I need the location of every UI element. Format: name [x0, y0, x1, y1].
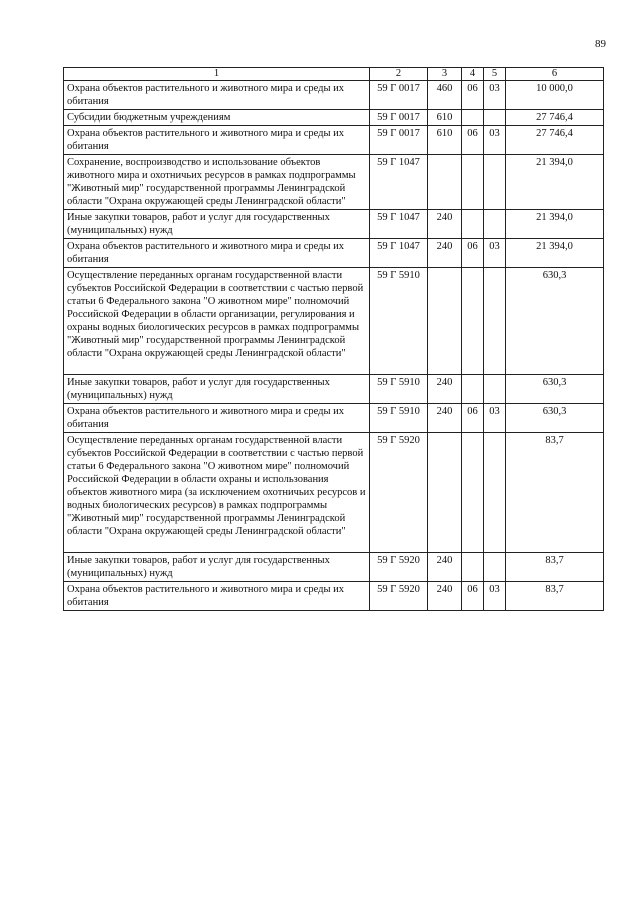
table-row [64, 582, 604, 611]
row-subsection-cell [484, 155, 506, 210]
table-row [64, 375, 604, 404]
row-amount-cell: 21 394,0 [506, 155, 604, 210]
table-body [64, 81, 604, 611]
row-name-cell: Охрана объектов растительного и животного мира и среды их обитания [64, 126, 370, 155]
column-header-subsection: 5 [484, 68, 506, 81]
row-kind-cell: 460 [428, 81, 462, 110]
row-section-cell: 06 [462, 81, 484, 110]
column-header-name: 1 [64, 68, 370, 81]
row-code-cell: 59 Г 5920 [370, 553, 428, 582]
row-code-cell: 59 Г 5910 [370, 404, 428, 433]
row-code-cell: 59 Г 0017 [370, 81, 428, 110]
row-kind-cell [428, 268, 462, 375]
row-name-cell: Осуществление переданных органам государственной власти субъектов Российской Федерации в соответствии с частью первой статьи 6 Федерального закона "О животном мире" полномочий Российской Федерации в области организации, регулирования и охраны водных биологических ресурсов в рамках подпрограммы "Животный мир" государственной программы Ленинградской области "Охрана окружающей среды Ленинградской области" [64, 268, 370, 375]
row-section-cell [462, 268, 484, 375]
page-number: 89 [595, 38, 606, 50]
table-row [64, 126, 604, 155]
row-name-cell: Осуществление переданных органам государственной власти субъектов Российской Федерации в соответствии с частью первой статьи 6 Федерального закона "О животном мире" полномочий Российской Федерации в области охраны и использования объектов животного мира (за исключением охотничьих ресурсов и водных биологических ресурсов) в рамках подпрограммы "Животный мир" государственной программы Ленинградской области "Охрана окружающей среды Ленинградской области" [64, 433, 370, 553]
row-kind-cell: 610 [428, 110, 462, 126]
row-section-cell: 06 [462, 126, 484, 155]
table-row [64, 110, 604, 126]
row-code-cell: 59 Г 5910 [370, 268, 428, 375]
row-kind-cell: 240 [428, 239, 462, 268]
row-name-cell: Сохранение, воспроизводство и использование объектов животного мира и охотничьих ресурсов в рамках подпрограммы "Животный мир" государственной программы Ленинградской области "Охрана окружающей среды Ленинградской области" [64, 155, 370, 210]
row-amount-cell: 10 000,0 [506, 81, 604, 110]
row-amount-cell: 630,3 [506, 268, 604, 375]
column-header-section: 4 [462, 68, 484, 81]
row-amount-cell: 21 394,0 [506, 239, 604, 268]
row-kind-cell: 240 [428, 582, 462, 611]
row-code-cell: 59 Г 0017 [370, 110, 428, 126]
row-amount-cell: 83,7 [506, 433, 604, 553]
row-name-cell: Охрана объектов растительного и животного мира и среды их обитания [64, 582, 370, 611]
row-subsection-cell [484, 268, 506, 375]
row-subsection-cell [484, 553, 506, 582]
row-name-cell: Субсидии бюджетным учреждениям [64, 110, 370, 126]
row-code-cell: 59 Г 1047 [370, 155, 428, 210]
row-subsection-cell [484, 210, 506, 239]
row-code-cell: 59 Г 0017 [370, 126, 428, 155]
row-section-cell: 06 [462, 404, 484, 433]
row-amount-cell: 27 746,4 [506, 110, 604, 126]
row-name-cell: Иные закупки товаров, работ и услуг для государственных (муниципальных) нужд [64, 210, 370, 239]
column-header-amount: 6 [506, 68, 604, 81]
row-section-cell: 06 [462, 582, 484, 611]
row-name-cell: Охрана объектов растительного и животного мира и среды их обитания [64, 81, 370, 110]
row-kind-cell: 240 [428, 553, 462, 582]
row-code-cell: 59 Г 5910 [370, 375, 428, 404]
row-amount-cell: 83,7 [506, 553, 604, 582]
row-subsection-cell: 03 [484, 404, 506, 433]
row-amount-cell: 27 746,4 [506, 126, 604, 155]
row-subsection-cell: 03 [484, 81, 506, 110]
table-row [64, 81, 604, 110]
row-subsection-cell: 03 [484, 126, 506, 155]
row-name-cell: Охрана объектов растительного и животного мира и среды их обитания [64, 404, 370, 433]
table-row [64, 210, 604, 239]
row-section-cell [462, 433, 484, 553]
row-kind-cell: 240 [428, 375, 462, 404]
row-subsection-cell: 03 [484, 239, 506, 268]
row-amount-cell: 630,3 [506, 375, 604, 404]
row-section-cell [462, 375, 484, 404]
row-section-cell [462, 155, 484, 210]
row-subsection-cell [484, 375, 506, 404]
row-name-cell: Иные закупки товаров, работ и услуг для государственных (муниципальных) нужд [64, 553, 370, 582]
row-section-cell [462, 553, 484, 582]
table-row [64, 155, 604, 210]
row-code-cell: 59 Г 1047 [370, 210, 428, 239]
table-header-row [64, 68, 604, 81]
row-code-cell: 59 Г 1047 [370, 239, 428, 268]
row-kind-cell: 610 [428, 126, 462, 155]
row-section-cell [462, 110, 484, 126]
row-kind-cell: 240 [428, 404, 462, 433]
row-amount-cell: 21 394,0 [506, 210, 604, 239]
table-row [64, 433, 604, 553]
row-code-cell: 59 Г 5920 [370, 582, 428, 611]
row-subsection-cell [484, 433, 506, 553]
table-row [64, 404, 604, 433]
row-name-cell: Иные закупки товаров, работ и услуг для государственных (муниципальных) нужд [64, 375, 370, 404]
row-kind-cell [428, 433, 462, 553]
row-section-cell [462, 210, 484, 239]
row-section-cell: 06 [462, 239, 484, 268]
row-kind-cell: 240 [428, 210, 462, 239]
row-amount-cell: 630,3 [506, 404, 604, 433]
row-subsection-cell [484, 110, 506, 126]
row-name-cell: Охрана объектов растительного и животного мира и среды их обитания [64, 239, 370, 268]
row-amount-cell: 83,7 [506, 582, 604, 611]
table-row [64, 553, 604, 582]
column-header-kind: 3 [428, 68, 462, 81]
row-kind-cell [428, 155, 462, 210]
table-row [64, 239, 604, 268]
table-row [64, 268, 604, 375]
row-subsection-cell: 03 [484, 582, 506, 611]
row-code-cell: 59 Г 5920 [370, 433, 428, 553]
budget-table [63, 67, 604, 611]
column-header-code: 2 [370, 68, 428, 81]
